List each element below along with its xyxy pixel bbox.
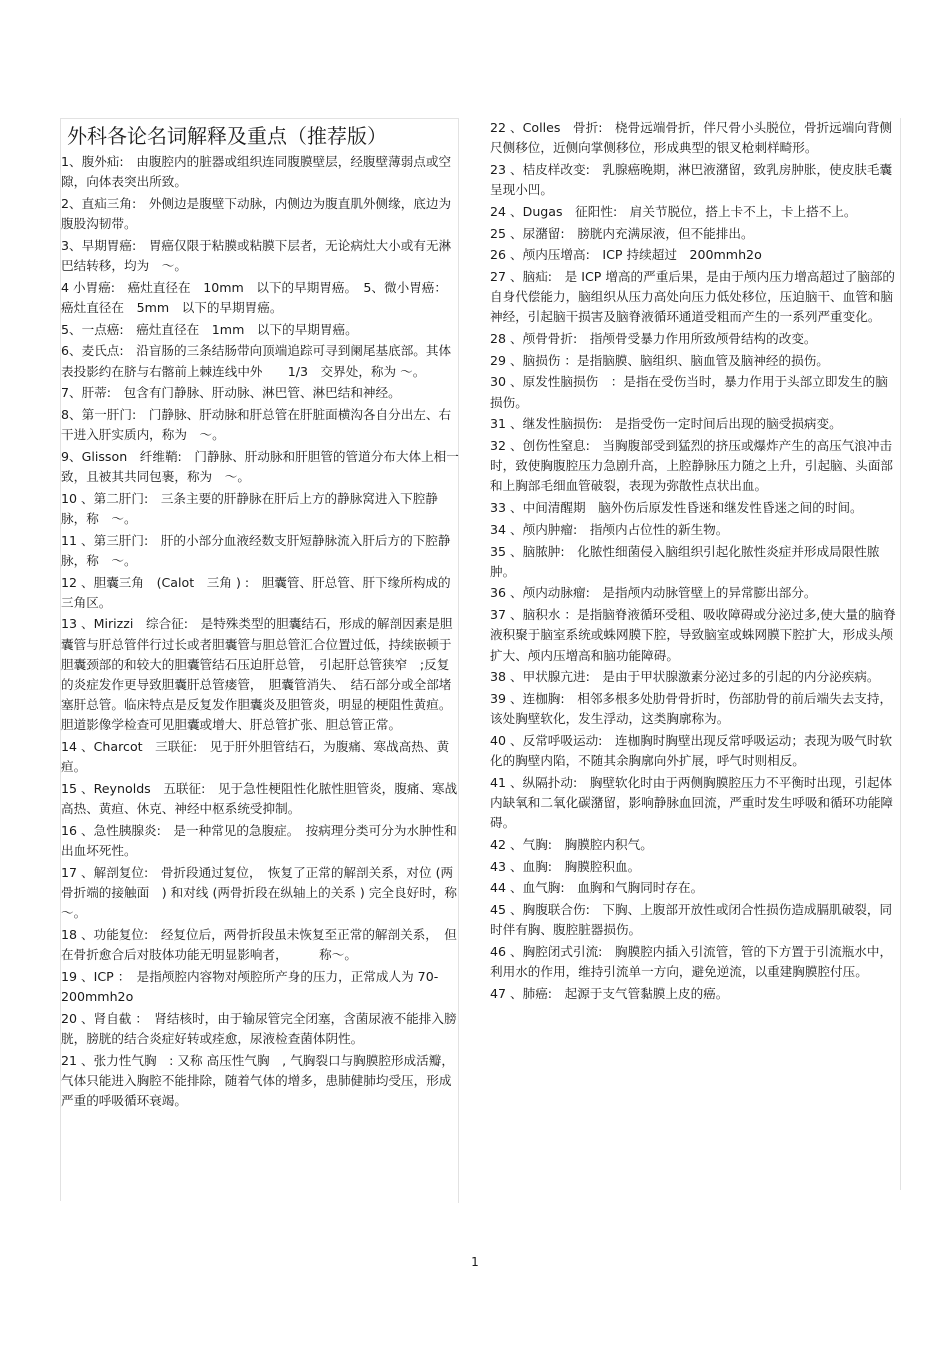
term-entry: 25 、尿潴留: 膀胱内充满尿液，但不能排出。: [490, 225, 754, 241]
term-entry: 36 、颅内动脉瘤: 是指颅内动脉管壁上的异常膨出部分。: [490, 585, 817, 601]
term-entry: 29 、脑损伤 ：是指脑膜、脑组织、脑血管及脑神经的损伤。: [490, 352, 829, 368]
term-entry: 10 、第二肝门: 三条主要的肝静脉在肝后上方的静脉窝进入下腔静脉，称 ～。: [61, 490, 438, 526]
term-entry: 12 、胆囊三角 (Calot 三角 ) : 胆囊管、肝总管、肝下缘所构成的三角区。: [61, 574, 451, 610]
term-entry: 20 、肾自截 ： 肾结核时，由于输尿管完全闭塞，含菌尿液不能排入膀胱，膀胱的结合炎症好转或痊愈，尿液检查菌体阴性。: [61, 1010, 457, 1047]
term-entry: 23 、桔皮样改变: 乳腺癌晚期，淋巴液潴留，致乳房肿胀，使皮肤毛囊呈现小凹。: [490, 161, 893, 198]
term-entry: 9、Glisson 纤维鞘: 门静脉、肝动脉和肝胆管的管道分布大体上相一致，且被其共同包裹，称为 ～。: [61, 448, 459, 485]
right-entry-list: [490, 118, 900, 1004]
term-entry: 27 、脑疝: 是 ICP 增高的严重后果，是由于颅内压力增高超过了脑部的自身代偿能力，脑组织从压力高处向压力低处移位，压迫脑干、血管和脑神经，引起脑干损害及脑脊液循环通道受粗而产生的一系列严重变化。: [490, 268, 896, 325]
term-entry: 39 、连枷胸: 相邻多根多处肋骨骨折时，伤部肋骨的前后端失去支持，该处胸壁软化，发生浮动，这类胸廓称为。: [490, 690, 893, 727]
term-entry: 45 、胸腹联合伤: 下胸、上腹部开放性或闭合性损伤造成膈肌破裂，同时伴有胸、腹腔脏器损伤。: [490, 902, 893, 938]
page-number: 1: [471, 1255, 479, 1269]
right-column: [490, 118, 901, 1190]
term-entry: 5、一点癌: 癌灶直径在 1mm 以下的早期胃癌。: [61, 321, 358, 337]
term-entry: 22 、Colles 骨折: 桡骨远端骨折，伴尺骨小头脱位，骨折远端向背侧尺侧移位，近侧向掌侧移位，形成典型的银叉枪刺样畸形。: [490, 120, 893, 156]
term-entry: 2、直疝三角: 外侧边是腹壁下动脉，内侧边为腹直肌外侧缘，底边为腹股沟韧带。: [61, 195, 452, 232]
term-entry: 47 、肺癌: 起源于支气管黏膜上皮的癌。: [490, 985, 729, 1001]
left-column: [60, 118, 470, 1201]
term-entry: 26 、颅内压增高: ICP 持续超过 200mmh2o: [490, 247, 762, 263]
term-entry: 31 、继发性脑损伤: 是指受伤一定时间后出现的脑受损病变。: [490, 416, 842, 432]
term-entry: 40 、反常呼吸运动: 连枷胸时胸壁出现反常呼吸运动；表现为吸气时软化的胸壁内陷，不随其余胸廓向外扩展，呼气时则相反。: [490, 732, 893, 769]
term-entry: 4 小胃癌: 癌灶直径在 10mm 以下的早期胃癌。 5、微小胃癌：癌灶直径在 5mm 以下的早期胃癌。: [61, 279, 447, 315]
term-entry: 32 、创伤性窒息: 当胸腹部受到猛烈的挤压或爆炸产生的高压气浪冲击时，致使胸腹腔压力急剧升高，上腔静脉压力随之上升，引起脑、头面部和上胸部毛细血管破裂，表现为弥散性点状出血。: [490, 438, 893, 494]
term-entry: 13 、Mirizzi 综合征: 是特殊类型的胆囊结石，形成的解剖因素是胆囊管与肝总管伴行过长或者胆囊管与胆总管汇合位置过低，持续嵌顿于胆囊颈部的和较大的胆囊管结石压迫肝总管， 引起肝总管狭窄 ;反复的炎症发作更导致胆囊肝总管瘘管， 胆囊管消失、 结石部分或全部堵塞肝总管。临床特点是反复发作胆囊炎及胆管炎，明显的梗阻性黄疸。胆道影像学检查可见胆囊或增大、肝总管扩张、胆总管正常。: [61, 616, 453, 733]
term-entry: 18 、功能复位: 经复位后，两骨折段虽未恢复至正常的解剖关系， 但在骨折愈合后对肢体功能无明显影响者， 称～。: [61, 927, 457, 963]
term-entry: 28 、颅骨骨折: 指颅骨受暴力作用所致颅骨结构的改变。: [490, 331, 817, 347]
term-entry: 14 、Charcot 三联征: 见于肝外胆管结石，为腹痛、寒战高热、黄疸。: [61, 739, 450, 775]
term-entry: 34 、颅内肿瘤: 指颅内占位性的新生物。: [490, 521, 729, 537]
term-entry: 30 、原发性脑损伤 ：是指在受伤当时，暴力作用于头部立即发生的脑损伤。: [490, 374, 888, 410]
term-entry: 17 、解剖复位: 骨折段通过复位， 恢复了正常的解剖关系，对位 (两骨折端的接触面 ) 和对线 (两骨折段在纵轴上的关系 ) 完全良好时，称 ～。: [61, 864, 470, 921]
term-entry: 44 、血气胸: 血胸和气胸同时存在。: [490, 880, 704, 896]
term-entry: 8、第一肝门: 门静脉、肝动脉和肝总管在肝脏面横沟各自分出左、右干进入肝实质内，称为 ～。: [61, 406, 452, 443]
term-entry: 19 、ICP ： 是指颅腔内容物对颅腔所产身的压力，正常成人为 70-200mmh2o: [61, 968, 439, 1005]
term-entry: 16 、急性胰腺炎: 是一种常见的急腹症。 按病理分类可分为水肿性和出血坏死性。: [61, 823, 457, 859]
term-entry: 41 、纵隔扑动: 胸壁软化时由于两侧胸膜腔压力不平衡时出现，引起体内缺氧和二氧化碳潴留，影响静脉血回流，严重时发生呼吸和循环功能障碍。: [490, 774, 893, 831]
term-entry: 7、肝蒂: 包含有门静脉、肝动脉、淋巴管、淋巴结和神经。: [61, 385, 401, 401]
left-entry-list: [61, 152, 470, 1111]
term-entry: 6、麦氏点: 沿盲肠的三条结肠带向顶端追踪可寻到阑尾基底部。其体表投影约在脐与右髂前上棘连线中外 1/3 交界处，称为 ～。: [61, 343, 452, 379]
term-entry: 37 、脑积水 ：是指脑脊液循环受租、吸收障碍或分泌过多,使大量的脑脊液积聚于脑室系统或蛛网膜下腔，导致脑室或蛛网膜下腔扩大，形成头颅扩大、颅内压增高和脑功能障碍。: [490, 607, 896, 663]
term-entry: 42 、气胸: 胸膜腔内积气。: [490, 836, 653, 852]
term-entry: 35 、脑脓肿: 化脓性细菌侵入脑组织引起化脓性炎症并形成局限性脓肿。: [490, 543, 880, 579]
term-entry: 33 、中间清醒期 脑外伤后原发性昏迷和继发性昏迷之间的时间。: [490, 500, 863, 516]
term-entry: 43 、血胸: 胸膜腔积血。: [490, 858, 641, 874]
term-entry: 21 、张力性气胸 : 又称 高压性气胸 , 气胸裂口与胸膜腔形成活瓣，气体只能进入胸腔不能排除，随着气体的增多，患肺健肺均受压，形成严重的呼吸循环衰竭。: [61, 1052, 454, 1109]
term-entry: 3、早期胃癌: 胃癌仅限于粘膜或粘膜下层者，无论病灶大小或有无淋巴结转移，均为 ～。: [61, 237, 452, 274]
term-entry: 11 、第三肝门: 肝的小部分血液经数支肝短静脉流入肝后方的下腔静脉，称 ～。: [61, 532, 451, 568]
term-entry: 38 、甲状腺亢进: 是由于甲状腺激素分泌过多的引起的内分泌疾病。: [490, 669, 880, 685]
term-entry: 1、腹外疝: 由腹腔内的脏器或组织连同腹膜壁层，经腹壁薄弱点或空隙，向体表突出所致。: [61, 154, 452, 190]
document-title: 外科各论名词解释及重点（推荐版）: [67, 124, 387, 148]
term-entry: 24 、Dugas 征阳性: 肩关节脱位，搭上卡不上，卡上搭不上。: [490, 203, 857, 219]
term-entry: 15 、Reynolds 五联征: 见于急性梗阻性化脓性胆管炎，腹痛、寒战高热、黄疸、休克、神经中枢系统受抑制。: [61, 781, 458, 817]
term-entry: 46 、胸腔闭式引流: 胸膜腔内插入引流管，管的下方置于引流瓶水中，利用水的作用，维持引流单一方向，避免逆流，以重建胸膜腔付压。: [490, 943, 893, 980]
